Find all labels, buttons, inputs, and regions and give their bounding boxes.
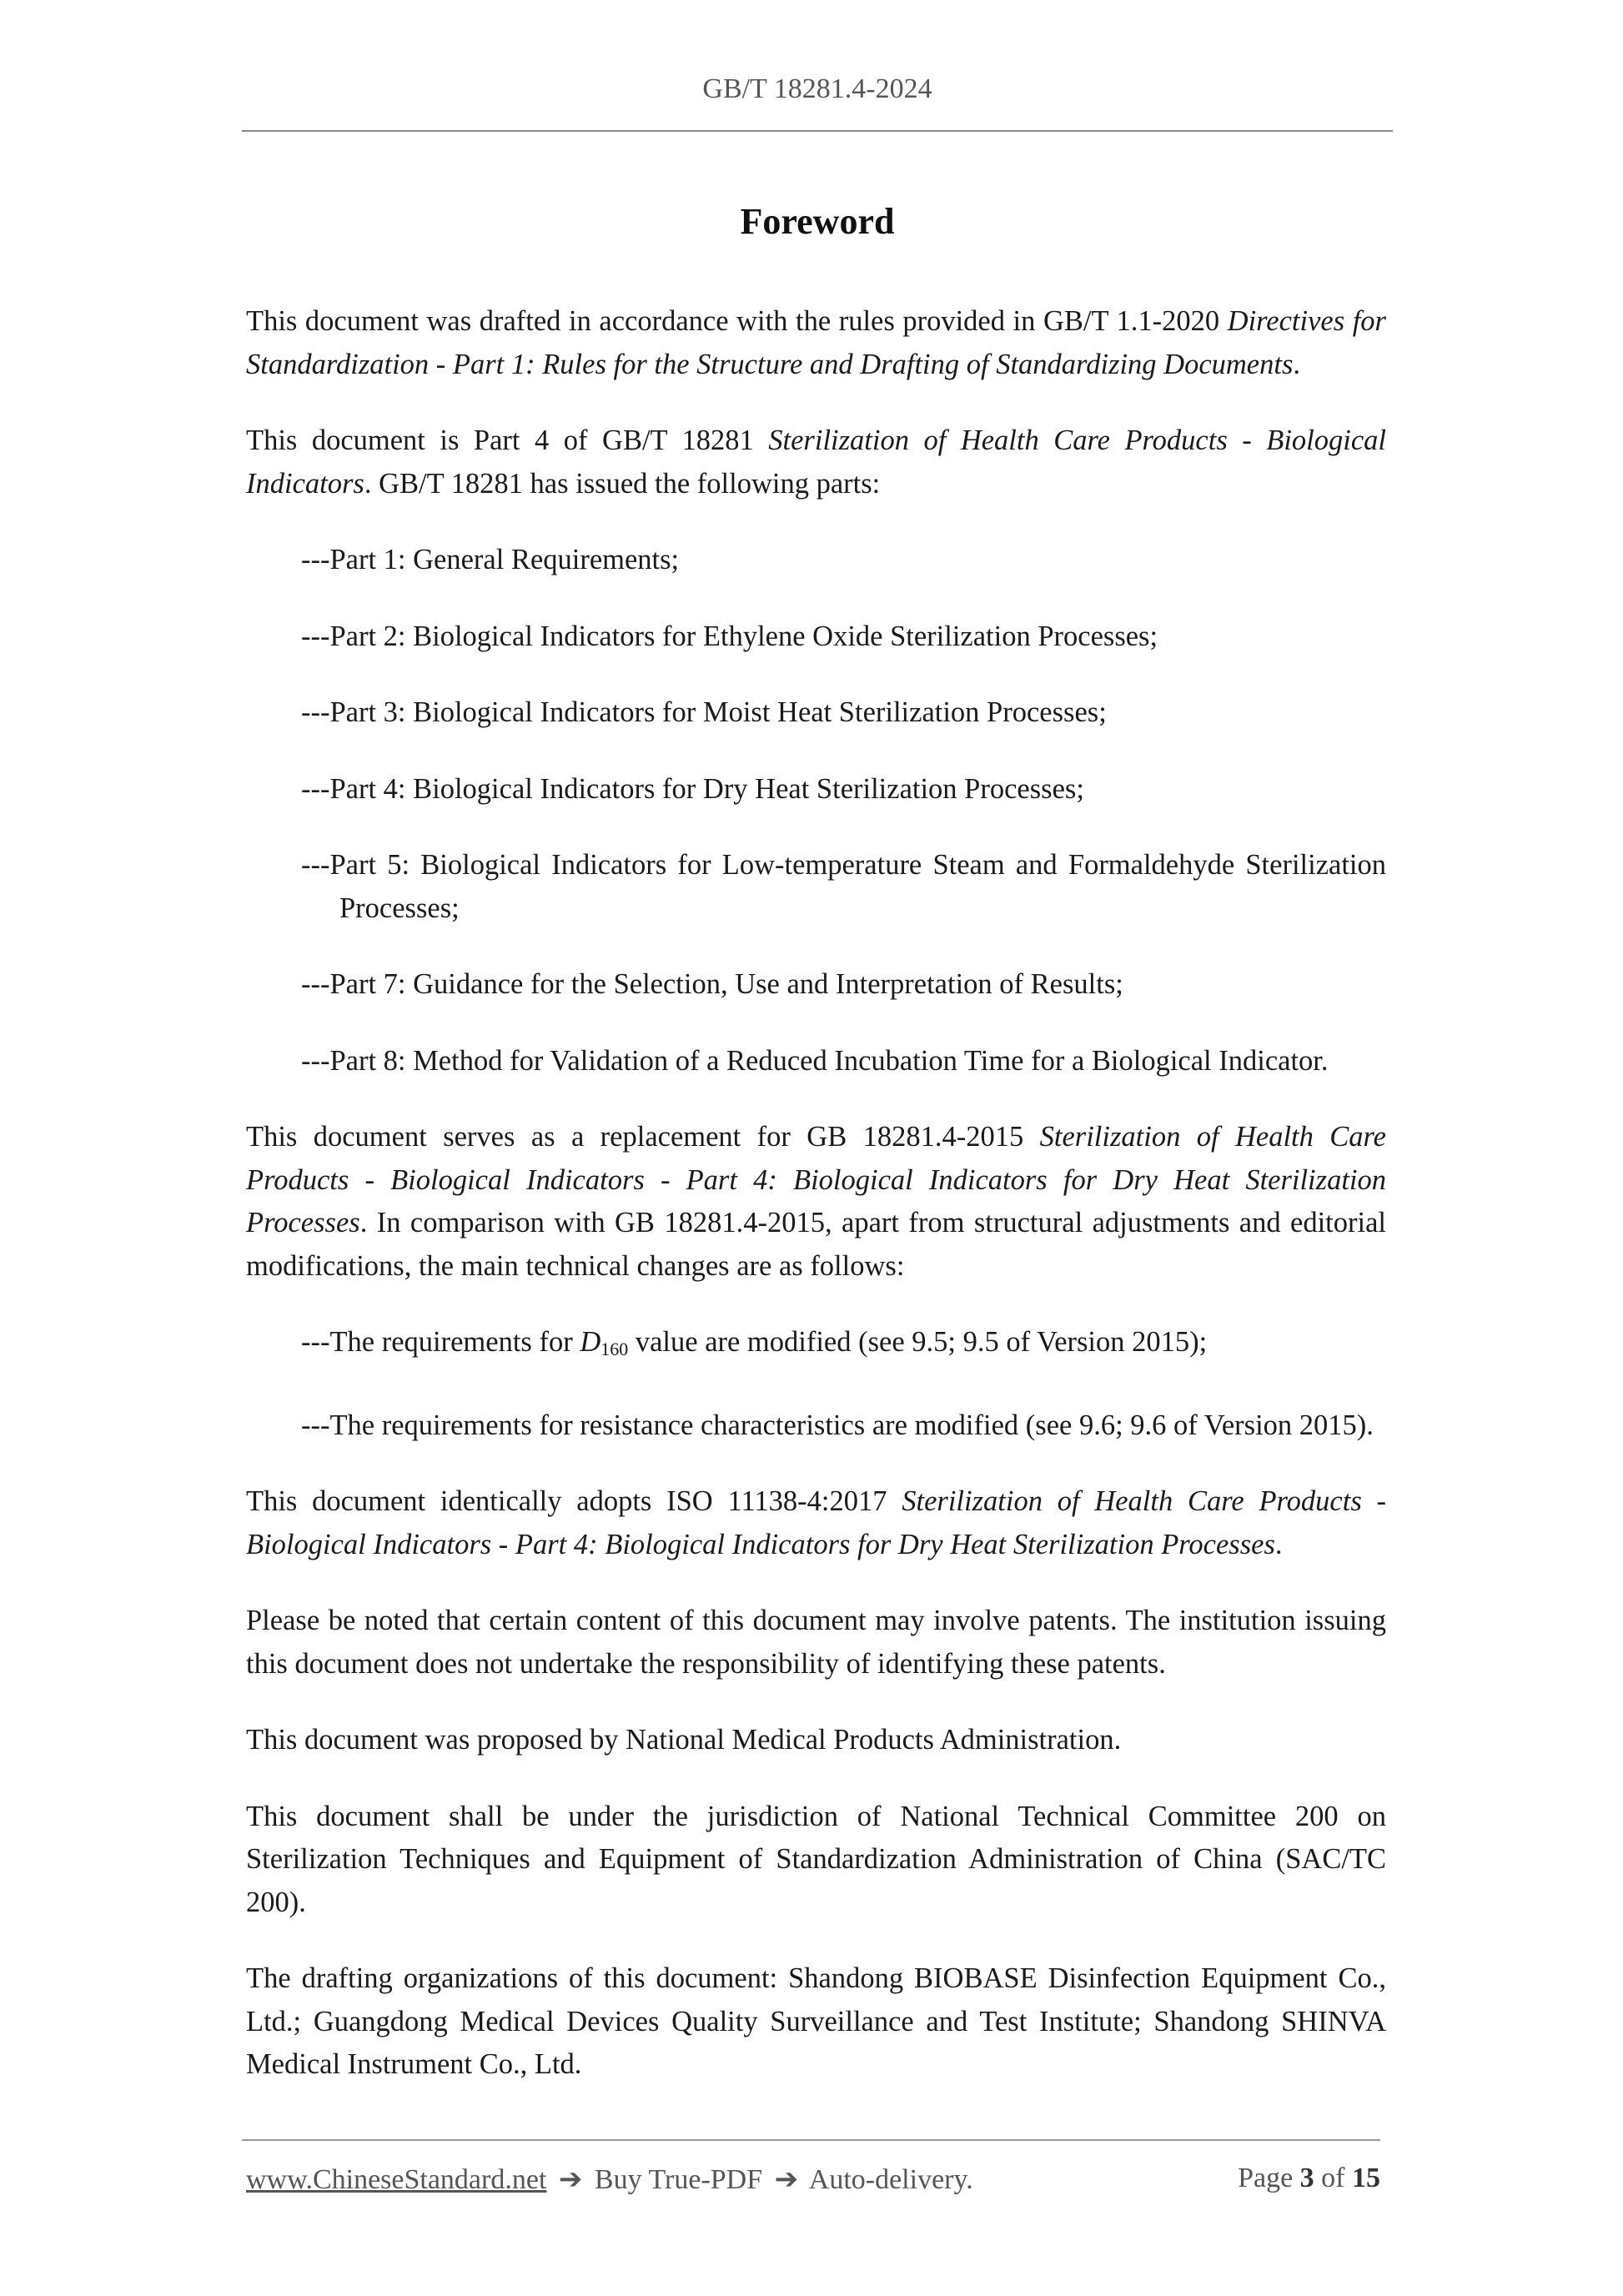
- list-item-part-7: ---Part 7: Guidance for the Selection, Use and Interpretation of Results;: [301, 968, 1123, 1000]
- subscript: 160: [600, 1339, 629, 1359]
- page-number: 3: [1299, 2163, 1314, 2193]
- list-item-part-4: ---Part 4: Biological Indicators for Dry Heat Sterilization Processes;: [301, 772, 1084, 805]
- page-title: Foreword: [740, 201, 895, 242]
- paragraph-proposed-by: This document was proposed by National Medical Products Administration.: [246, 1724, 1122, 1756]
- paragraph-drafting-orgs: The drafting organizations of this document: Shandong BIOBASE Disinfection Equipment Co., Ltd.; Guangdong Medical Devices Quality Surveillance and Test Institute; Shandong SHINVA Medical Instrument Co., Ltd.: [246, 1962, 1386, 2080]
- footer-links: [246, 2163, 973, 2196]
- text-run: This document is Part 4 of GB/T 18281: [246, 425, 769, 456]
- header-divider: [242, 130, 1393, 132]
- document-body: [246, 300, 1386, 2120]
- text-run: . GB/T 18281 has issued the following parts:: [364, 467, 881, 500]
- italic-title: Directives for Standardization - Part 1: Rules for the Structure and Drafting of Standardizing Documents: [246, 305, 1386, 380]
- paragraph-patents: Please be noted that certain content of this document may involve patents. The institution issuing this document does not undertake the responsibility of identifying these patents.: [246, 1605, 1386, 1680]
- page-total: 15: [1352, 2163, 1380, 2193]
- list-item-part-5: ---Part 5: Biological Indicators for Low-temperature Steam and Formaldehyde Sterilization Processes;: [301, 849, 1386, 924]
- italic-symbol: D: [580, 1326, 601, 1358]
- auto-delivery-text: Auto-delivery.: [808, 2164, 973, 2195]
- paragraph-replacement: [246, 1116, 1386, 1288]
- text-run: value are modified (see 9.5; 9.5 of Version 2015);: [628, 1326, 1208, 1358]
- paragraph-jurisdiction: This document shall be under the jurisdiction of National Technical Committee 200 on Sterilization Techniques and Equipment of Standardization Administration of China (SAC/TC 200).: [246, 1800, 1386, 1918]
- paragraph-drafting-rules: [246, 300, 1386, 386]
- paragraph-iso-adoption: [246, 1480, 1386, 1566]
- footer-divider: [242, 2139, 1380, 2141]
- text-run: This document serves as a replacement for GB 18281.4-2015: [246, 1121, 1040, 1153]
- buy-pdf-text: Buy True-PDF: [594, 2164, 763, 2195]
- list-item-part-1: ---Part 1: General Requirements;: [301, 544, 680, 575]
- arrow-right-icon: ➔: [774, 2164, 799, 2195]
- site-link[interactable]: www.ChineseStandard.net: [246, 2164, 547, 2195]
- text-run: ---The requirements for: [301, 1326, 580, 1358]
- italic-title: Sterilization of Health Care Products - Biological Indicators - Part 4: Biological Indicators for Dry Heat Sterilization Processes: [246, 1121, 1386, 1238]
- italic-title: Sterilization of Health Care Products - Biological Indicators - Part 4: Biological Indicators for Dry Heat Sterilization Processes: [246, 1485, 1386, 1560]
- list-item-change-resistance: ---The requirements for resistance characteristics are modified (see 9.6; 9.6 of Version 2015).: [301, 1409, 1374, 1441]
- text-run: This document identically adopts ISO 11138-4:2017: [246, 1485, 902, 1517]
- text-run: This document was drafted in accordance with the rules provided in GB/T 1.1-2020: [246, 305, 1228, 337]
- paragraph-part-of: [246, 420, 1386, 505]
- list-item-change-d160: [246, 1321, 1386, 1371]
- text-run: .: [1274, 1528, 1283, 1560]
- of-label: of: [1321, 2163, 1345, 2193]
- page-label: Page: [1238, 2163, 1294, 2193]
- list-item-part-3: ---Part 3: Biological Indicators for Moist Heat Sterilization Processes;: [301, 696, 1107, 728]
- text-run: . In comparison with GB 18281.4-2015, apart from structural adjustments and editorial modifications, the main technical changes are as follows:: [246, 1207, 1386, 1282]
- list-item-part-2: ---Part 2: Biological Indicators for Ethylene Oxide Sterilization Processes;: [301, 620, 1158, 652]
- page-indicator: [1238, 2163, 1380, 2194]
- list-item-part-8: ---Part 8: Method for Validation of a Reduced Incubation Time for a Biological Indicator.: [301, 1044, 1329, 1077]
- italic-title: Sterilization of Health Care Products - Biological Indicators: [246, 425, 1387, 500]
- arrow-right-icon: ➔: [558, 2164, 583, 2195]
- text-run: .: [1293, 348, 1301, 380]
- running-header: GB/T 18281.4-2024: [702, 73, 932, 104]
